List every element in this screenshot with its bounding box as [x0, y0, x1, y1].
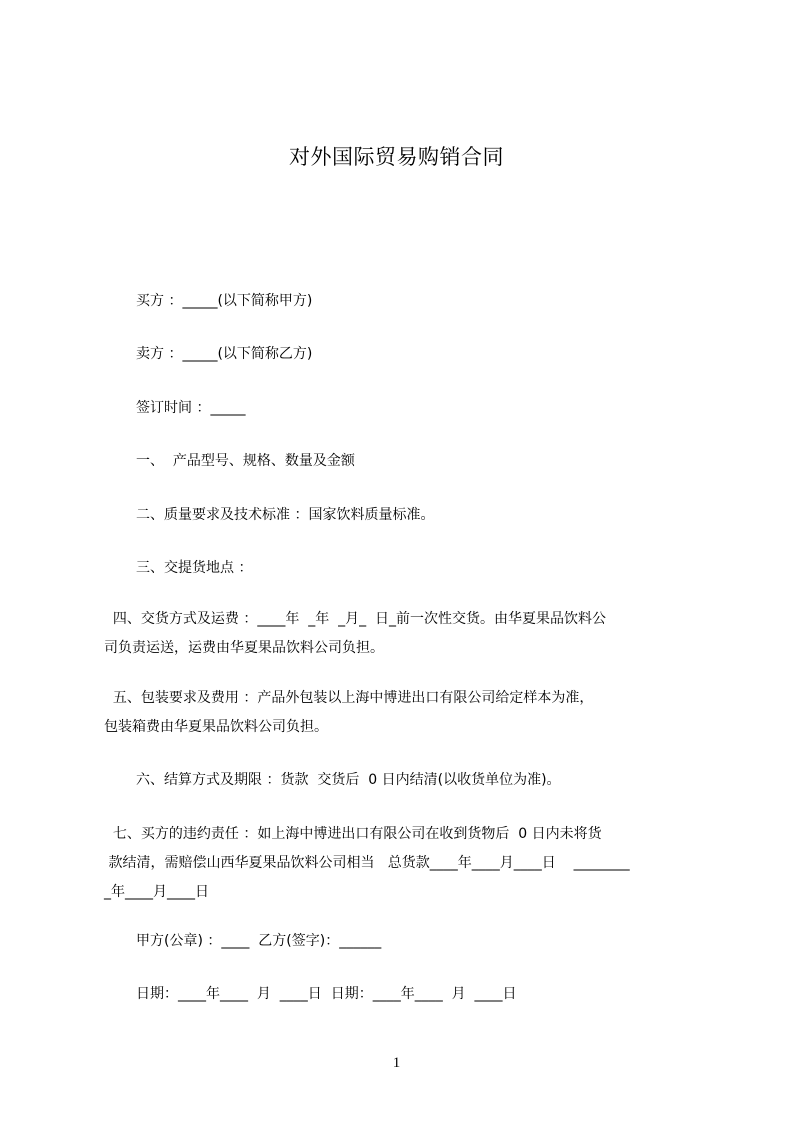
clause-7 [104, 820, 704, 907]
clause-1: 一、 产品型号、规格、数量及金额 [136, 453, 355, 469]
clause-2: 二、质量要求及技术标准 ：国家饮料质量标准。 [136, 507, 435, 523]
clause-5-line-2: 包装箱费由华夏果品饮料公司负担。 [104, 719, 328, 735]
clause-3: 三、交提货地点 ： [136, 560, 253, 576]
buyer-line: 买方 ：_____(以下简称甲方) [136, 293, 313, 309]
clause-7-line-3: _年____月____日 [104, 884, 209, 900]
clause-5 [104, 684, 704, 742]
clause-6: 六、结算方式及期限 ：货款 交货后 0 日内结清(以收货单位为准)。 [136, 772, 561, 788]
clause-5-line-1: 五、包装要求及费用 ：产品外包装以上海中博进出口有限公司给定样本为准， [104, 690, 594, 706]
seller-line: 卖方 ：_____(以下简称乙方) [136, 346, 313, 362]
signature-line: 甲方(公章) ：____ 乙方(签字)：______ [136, 933, 382, 949]
date-line: 日期：____年____ 月 ____日 日期：____年____ 月 ____日 [136, 986, 517, 1002]
clause-4 [104, 605, 704, 663]
sign-date-line: 签订时间 ：_____ [136, 400, 246, 416]
document-title: 对外国际贸易购销合同 [289, 145, 504, 169]
clause-7-line-2: 款结清，需赔偿山西华夏果品饮料公司相当 总货款____年____月____日 ________ [104, 855, 630, 871]
clause-4-line-1: 四、交货方式及运费 ：____年 _年 _月_ 日_前一次性交货。由华夏果品饮料公 [104, 611, 607, 627]
page-number: 1 [392, 1055, 401, 1071]
clause-7-line-1: 七、买方的违约责任 ：如上海中博进出口有限公司在收到货物后 0 日内未将货 [104, 826, 602, 842]
clause-4-line-2: 司负责运送，运费由华夏果品饮料公司负担。 [104, 640, 384, 656]
